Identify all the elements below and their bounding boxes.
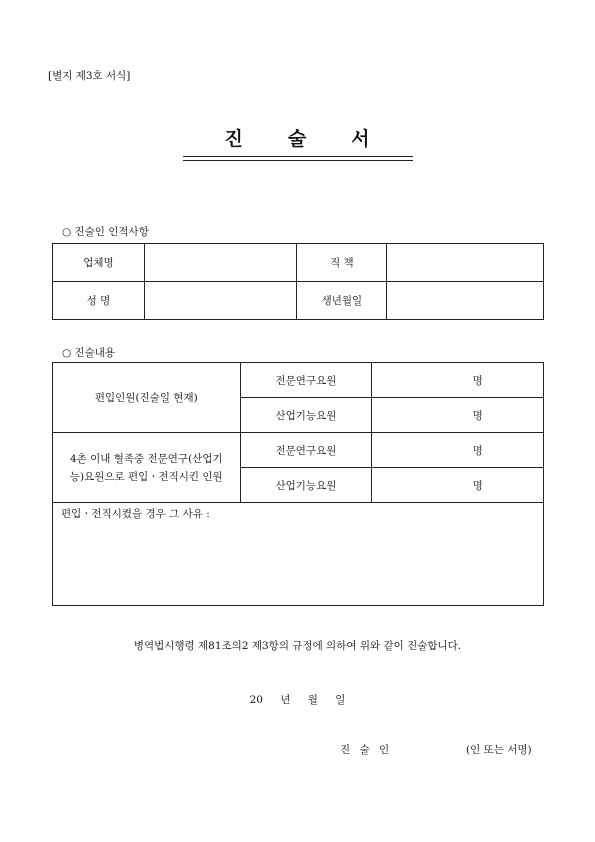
relatives-enrolled-label xyxy=(53,433,241,503)
position-label: 직 책 xyxy=(297,244,387,282)
industry-personnel-label: 산업기능요원 xyxy=(240,398,372,433)
form-reference: [별지 제3호 서식] xyxy=(48,70,131,82)
title-char: 진 xyxy=(224,128,244,150)
statement-text: 병역법시행령 제81조의2 제3항의 규정에 의하여 위와 같이 진술합니다. xyxy=(133,640,462,652)
company-label: 업체명 xyxy=(53,244,145,282)
unit-label: 명 xyxy=(472,409,483,422)
research-personnel-label: 전문연구요원 xyxy=(240,363,372,398)
title-double-underline xyxy=(183,156,413,161)
title-char: 술 xyxy=(287,128,308,150)
statement-content-table xyxy=(52,362,544,606)
company-field[interactable] xyxy=(144,244,297,282)
birthdate-field[interactable] xyxy=(387,282,544,320)
signer-label: 진 술 인 xyxy=(340,744,393,756)
current-enrolled-label: 편입인원(진술일 현재) xyxy=(53,363,241,433)
unit-label: 명 xyxy=(472,374,483,387)
section-heading-statement-content: ○ 진술내용 xyxy=(62,347,116,359)
date-line: 20 년 월 일 xyxy=(249,694,346,706)
unit-label: 명 xyxy=(472,444,483,457)
industry-personnel-label: 산업기능요원 xyxy=(240,468,372,503)
unit-label: 명 xyxy=(472,479,483,492)
industry-count-field[interactable] xyxy=(372,398,544,433)
personal-info-table xyxy=(52,243,544,320)
research-personnel-label: 전문연구요원 xyxy=(240,433,372,468)
relatives-industry-count-field[interactable] xyxy=(372,468,544,503)
name-field[interactable] xyxy=(144,282,297,320)
section-heading-personal-info: ○ 진술인 인적사항 xyxy=(62,226,149,238)
document-title xyxy=(0,124,595,151)
position-field[interactable] xyxy=(387,244,544,282)
relatives-label-line2: 능)요원으로 편입ㆍ전직시킨 인원 xyxy=(69,470,223,483)
reason-label: 편입ㆍ전직시켰을 경우 그 사유 : xyxy=(61,508,210,520)
name-label: 성 명 xyxy=(53,282,145,320)
birthdate-label: 생년월일 xyxy=(297,282,387,320)
signature-note[interactable]: (인 또는 서명) xyxy=(466,744,532,756)
research-count-field[interactable] xyxy=(372,363,544,398)
reason-field[interactable] xyxy=(53,503,544,606)
relatives-label-line1: 4촌 이내 혈족중 전문연구(산업기 xyxy=(69,452,223,465)
relatives-research-count-field[interactable] xyxy=(372,433,544,468)
title-char: 서 xyxy=(351,128,371,150)
